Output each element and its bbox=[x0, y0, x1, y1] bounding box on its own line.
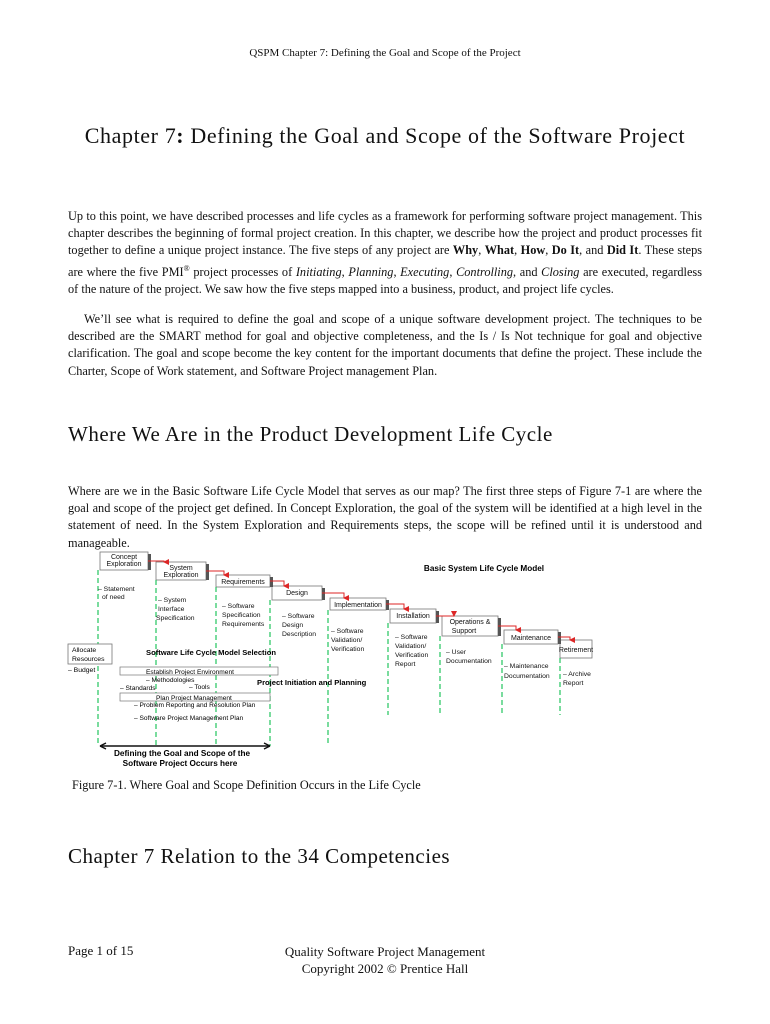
svg-text:Validation/: Validation/ bbox=[331, 637, 363, 644]
section-heading-life-cycle: Where We Are in the Product Development Life Cycle bbox=[68, 422, 553, 446]
running-header: QSPM Chapter 7: Defining the Goal and Scope of the Project bbox=[249, 47, 521, 59]
book-title: Quality Software Project Management bbox=[284, 944, 486, 959]
phase-label: Installation bbox=[396, 613, 430, 620]
svg-text:– Tools: – Tools bbox=[189, 684, 210, 691]
svg-text:– System: – System bbox=[158, 597, 187, 604]
intro-paragraph-1: Up to this point, we have described processes and life cycles as a framework for performing software project management. This chapter describes the beginning of formal project creation. In this chapter, we describe how the project and product processes fit together to define a unique project instance. The five steps of any project are Why, What, How, Do It, and Did It. These steps are where the five PMI® project processes of Initiating, Planning, Executing, Controlling, and Closing are executed, regardless of the nature of the project. We saw how the five steps mapped into a business, product, and project life cycles. bbox=[68, 209, 703, 296]
svg-text:Verification: Verification bbox=[395, 652, 429, 659]
copyright: Copyright 2002 © Prentice Hall bbox=[301, 961, 469, 976]
phase-label: Concept bbox=[110, 554, 138, 561]
phase-label: Exploration bbox=[163, 572, 199, 579]
svg-text:– Software: – Software bbox=[222, 603, 255, 610]
svg-text:Establish Project Environment: Establish Project Environment bbox=[146, 669, 234, 676]
phase-label: Exploration bbox=[106, 561, 142, 568]
svg-text:Requirements: Requirements bbox=[222, 621, 265, 628]
svg-text:Allocate: Allocate bbox=[72, 647, 97, 654]
svg-text:– Statement: – Statement bbox=[98, 586, 135, 593]
phase-label: Operations & bbox=[449, 619, 491, 626]
svg-text:Specification: Specification bbox=[156, 615, 195, 622]
svg-text:Report: Report bbox=[395, 661, 416, 668]
svg-text:Design: Design bbox=[282, 622, 304, 629]
svg-text:Description: Description bbox=[282, 631, 316, 638]
defining-goal-label: Defining the Goal and Scope of the bbox=[113, 749, 251, 758]
svg-text:Validation/: Validation/ bbox=[395, 643, 427, 650]
svg-text:– Budget: – Budget bbox=[68, 667, 96, 674]
phase-label: Design bbox=[286, 590, 308, 597]
svg-text:– User: – User bbox=[446, 649, 467, 656]
figure-title: Basic System Life Cycle Model bbox=[423, 564, 545, 573]
page-number: Page 1 of 15 bbox=[68, 943, 134, 958]
phase-label: System bbox=[169, 565, 193, 572]
phase-label: Requirements bbox=[221, 579, 265, 586]
svg-text:– Methodologies: – Methodologies bbox=[146, 677, 195, 684]
svg-text:Report: Report bbox=[563, 680, 584, 687]
svg-text:Plan Project Management: Plan Project Management bbox=[156, 695, 232, 702]
svg-text:– Software Project Management: – Software Project Management Plan bbox=[134, 715, 244, 722]
life-cycle-figure bbox=[64, 550, 594, 772]
section-heading-competencies: Chapter 7 Relation to the 34 Competencies bbox=[68, 844, 451, 868]
svg-text:of need: of need bbox=[102, 594, 125, 601]
svg-text:– Problem Reporting and Resolu: – Problem Reporting and Resolution Plan bbox=[134, 702, 256, 709]
svg-text:– Standards: – Standards bbox=[120, 685, 156, 692]
svg-text:– Software: – Software bbox=[331, 628, 364, 635]
svg-text:Documentation: Documentation bbox=[446, 658, 492, 665]
figure-caption: Figure 7-1. Where Goal and Scope Definition Occurs in the Life Cycle bbox=[72, 778, 421, 792]
phase-label: Implementation bbox=[334, 602, 382, 609]
svg-text:– Archive: – Archive bbox=[563, 671, 591, 678]
svg-text:Documentation: Documentation bbox=[504, 673, 550, 680]
defining-goal-label: Software Project Occurs here bbox=[122, 759, 238, 768]
svg-text:– Software: – Software bbox=[395, 634, 428, 641]
phase-label: Support bbox=[451, 628, 477, 635]
intro-paragraph-2: We’ll see what is required to define the goal and scope of a unique software development project. The techniques to be described are the SMART method for goal and objective completeness, and the Is / Is Not technique for goal and objective clarification. The goal and scope become the key content for the important documents that define the project. These include the Charter, Scope of Work statement, and Software Project management Plan. bbox=[68, 312, 702, 378]
initiation-planning-label: Project Initiation and Planning bbox=[257, 678, 367, 687]
svg-text:– Maintenance: – Maintenance bbox=[504, 663, 549, 670]
svg-text:Interface: Interface bbox=[158, 606, 185, 613]
phase-label: Maintenance bbox=[510, 635, 552, 642]
svg-text:Resources: Resources bbox=[72, 656, 105, 663]
life-cycle-paragraph: Where are we in the Basic Software Life Cycle Model that serves as our map? The first three steps of Figure 7-1 are where the goal and scope of the project get defined. In Concept Exploration, the goal of the system will be identified at a high level in the statement of need. In the System Exploration and Requirements steps, the scope will be refined until it is understood and manageable. bbox=[68, 484, 702, 550]
svg-text:Verification: Verification bbox=[331, 646, 365, 653]
model-selection-label: Software Life Cycle Model Selection bbox=[146, 648, 276, 657]
chapter-title: Chapter 7: Defining the Goal and Scope of the Software Project bbox=[84, 123, 686, 148]
svg-text:Specification: Specification bbox=[222, 612, 261, 619]
phase-label: Retirement bbox=[558, 647, 594, 654]
flow-arrow bbox=[322, 593, 344, 598]
footer-credits bbox=[200, 943, 570, 977]
svg-text:– Software: – Software bbox=[282, 613, 315, 620]
